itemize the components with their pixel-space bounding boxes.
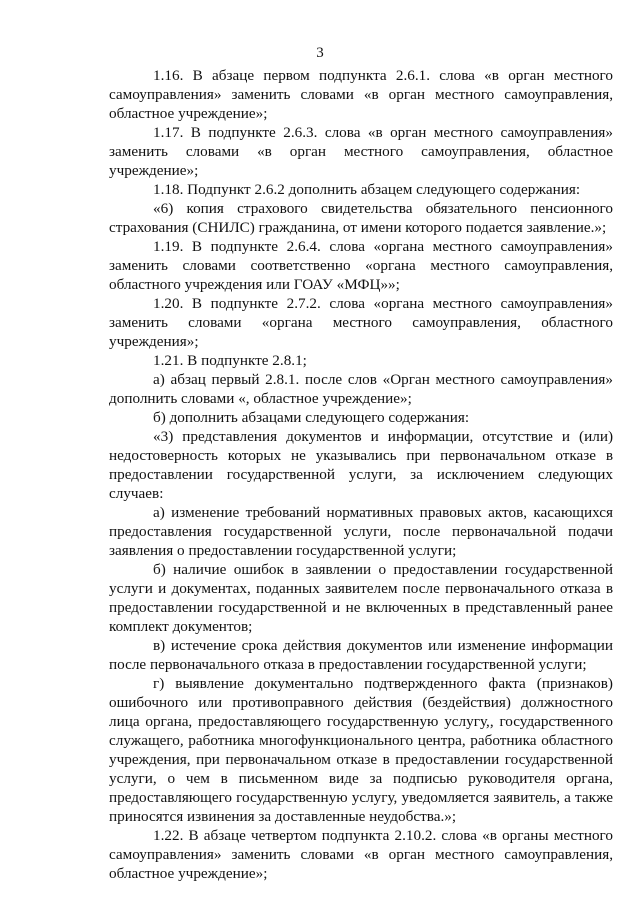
paragraph-item-b: б) дополнить абзацами следующего содержания: [153, 409, 470, 426]
paragraph-subitem-v: в) истечение срока действия документов или изменение информации после первоначального отказа в предоставлении государственной услуги; [109, 637, 613, 673]
paragraph-subitem-a: а) изменение требований нормативных правовых актов, касающихся предоставления государственной услуги, после первоначальной подачи заявления о предоставлении государственной услуги; [109, 504, 613, 559]
paragraph-1-16: 1.16. В абзаце первом подпункта 2.6.1. слова «в орган местного самоуправления» заменить словами «в орган местного самоуправления, областное учреждение»; [109, 67, 613, 122]
page-number: 3 [316, 45, 324, 61]
paragraph-1-17: 1.17. В подпункте 2.6.3. слова «в орган местного самоуправления» заменить словами «в орган местного самоуправления, областное учреждение»; [109, 124, 613, 179]
paragraph-1-22: 1.22. В абзаце четвертом подпункта 2.10.2. слова «в органы местного самоуправления» заменить словами «в орган местного самоуправления, областное учреждение»; [109, 827, 613, 882]
paragraph-subitem-b: б) наличие ошибок в заявлении о предоставлении государственной услуги и документах, поданных заявителем после первоначального отказа в предоставлении государственной и не включенных в представленный ранее комплект документов; [109, 561, 613, 635]
document-body [109, 66, 613, 883]
paragraph-1-19: 1.19. В подпункте 2.6.4. слова «органа местного самоуправления» заменить словами соответственно «органа местного самоуправления, областного учреждения или ГОАУ «МФЦ»»; [109, 238, 613, 293]
paragraph-1-21: 1.21. В подпункте 2.8.1; [153, 352, 307, 369]
paragraph-1-18: 1.18. Подпункт 2.6.2 дополнить абзацем следующего содержания: [153, 181, 581, 198]
paragraph-item-a: а) абзац первый 2.8.1. после слов «Орган местного самоуправления» дополнить словами «, областное учреждение»; [109, 371, 613, 407]
paragraph-1-20: 1.20. В подпункте 2.7.2. слова «органа местного самоуправления» заменить словами «органа местного самоуправления, областного учреждения»; [109, 295, 613, 350]
paragraph-item-3: «3) представления документов и информации, отсутствие и (или) недостоверность которых не указывались при первоначальном отказе в предоставлении государственной услуги, за исключением следующих случаев: [109, 428, 613, 502]
paragraph-subitem-g: г) выявление документально подтвержденного факта (признаков) ошибочного или противоправного действия (бездействия) должностного лица органа, предоставляющего государственную услугу,, государственного служащего, работника многофункционального центра, работника областного учреждения, при первоначальном отказе в предоставлении государственной услуги, о чем в письменном виде за подписью руководителя органа, предоставляющего государственную услугу, уведомляется заявитель, а также приносятся извинения за доставленные неудобства.»; [109, 675, 613, 825]
paragraph-item-6: «6) копия страхового свидетельства обязательного пенсионного страхования (СНИЛС) гражданина, от имени которого подается заявление.»; [109, 200, 613, 236]
